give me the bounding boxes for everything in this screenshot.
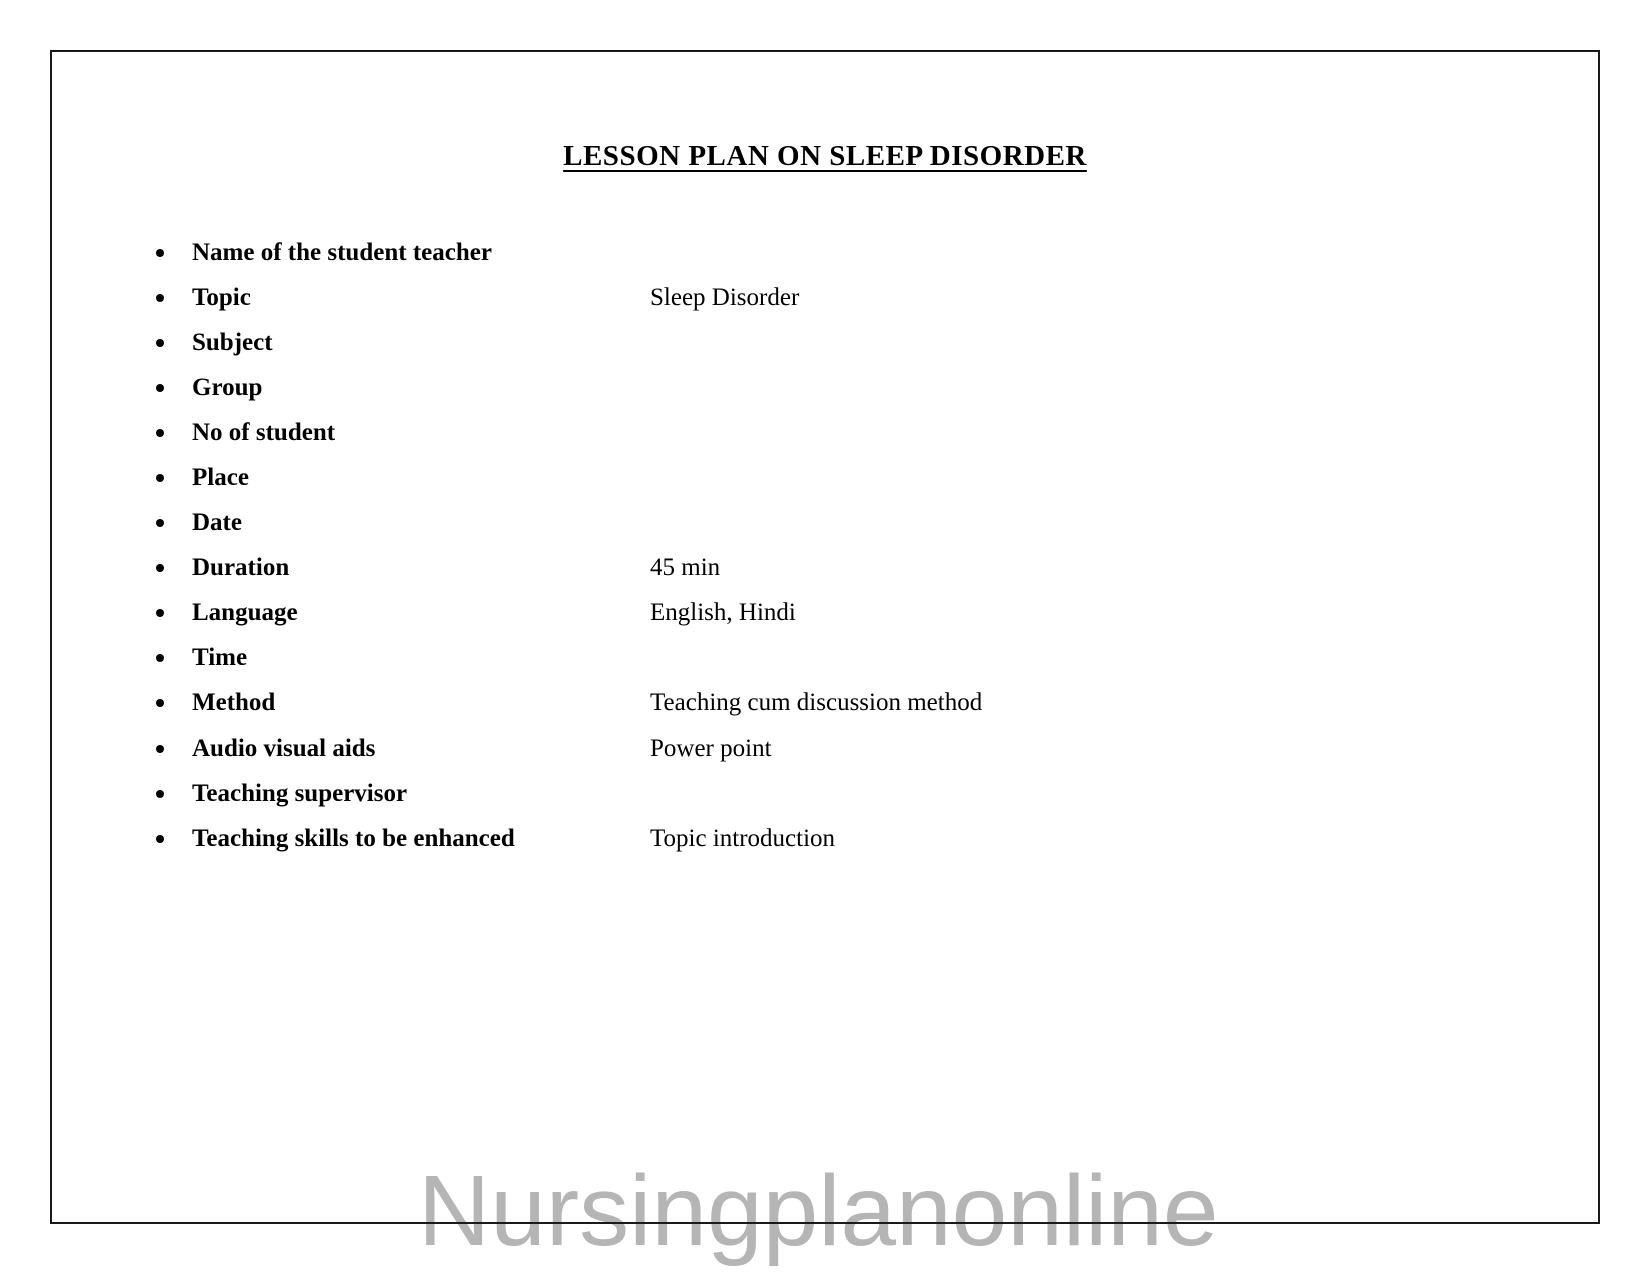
item-value: Teaching cum discussion method xyxy=(650,689,983,717)
bullet-icon xyxy=(156,384,164,392)
item-value: English, Hindi xyxy=(650,599,796,627)
bullet-icon xyxy=(156,429,164,437)
item-label: Audio visual aids xyxy=(192,734,376,762)
bullet-icon xyxy=(156,474,164,482)
item-label: Language xyxy=(192,599,298,627)
item-value: Sleep Disorder xyxy=(650,283,800,311)
list-item xyxy=(0,230,1650,275)
item-label: Group xyxy=(192,373,263,401)
bullet-icon xyxy=(156,699,164,707)
lesson-plan-field-list xyxy=(0,230,1650,861)
list-item xyxy=(0,320,1650,365)
list-item xyxy=(0,365,1650,410)
bullet-icon xyxy=(156,294,164,302)
list-item xyxy=(0,726,1650,771)
item-label: Subject xyxy=(192,328,273,356)
item-label: Topic xyxy=(192,283,251,311)
list-item xyxy=(0,501,1650,546)
item-label: Teaching supervisor xyxy=(192,779,408,807)
item-label: Date xyxy=(192,509,242,537)
item-label: No of student xyxy=(192,418,336,446)
item-label: Time xyxy=(192,644,248,672)
list-item xyxy=(0,410,1650,455)
item-value: Power point xyxy=(650,734,772,762)
bullet-icon xyxy=(156,835,164,843)
item-label: Duration xyxy=(192,554,290,582)
item-label: Teaching skills to be enhanced xyxy=(192,824,515,852)
bullet-icon xyxy=(156,609,164,617)
bullet-icon xyxy=(156,654,164,662)
item-label: Name of the student teacher xyxy=(192,238,492,266)
item-label: Place xyxy=(192,464,249,492)
bullet-icon xyxy=(156,564,164,572)
list-item xyxy=(0,681,1650,726)
bullet-icon xyxy=(156,249,164,257)
bullet-icon xyxy=(156,790,164,798)
list-item xyxy=(0,275,1650,320)
list-item xyxy=(0,591,1650,636)
list-item xyxy=(0,771,1650,816)
bullet-icon xyxy=(156,745,164,753)
list-item xyxy=(0,816,1650,861)
bullet-icon xyxy=(156,339,164,347)
page-title-text: LESSON PLAN ON SLEEP DISORDER xyxy=(563,140,1087,172)
list-item xyxy=(0,455,1650,500)
watermark-text: Nursingplanonline xyxy=(418,1155,1219,1267)
bullet-icon xyxy=(156,519,164,527)
list-item xyxy=(0,636,1650,681)
item-value: 45 min xyxy=(650,554,721,582)
list-item xyxy=(0,546,1650,591)
item-label: Method xyxy=(192,689,276,717)
page-title xyxy=(0,140,1650,173)
item-value: Topic introduction xyxy=(650,824,836,852)
